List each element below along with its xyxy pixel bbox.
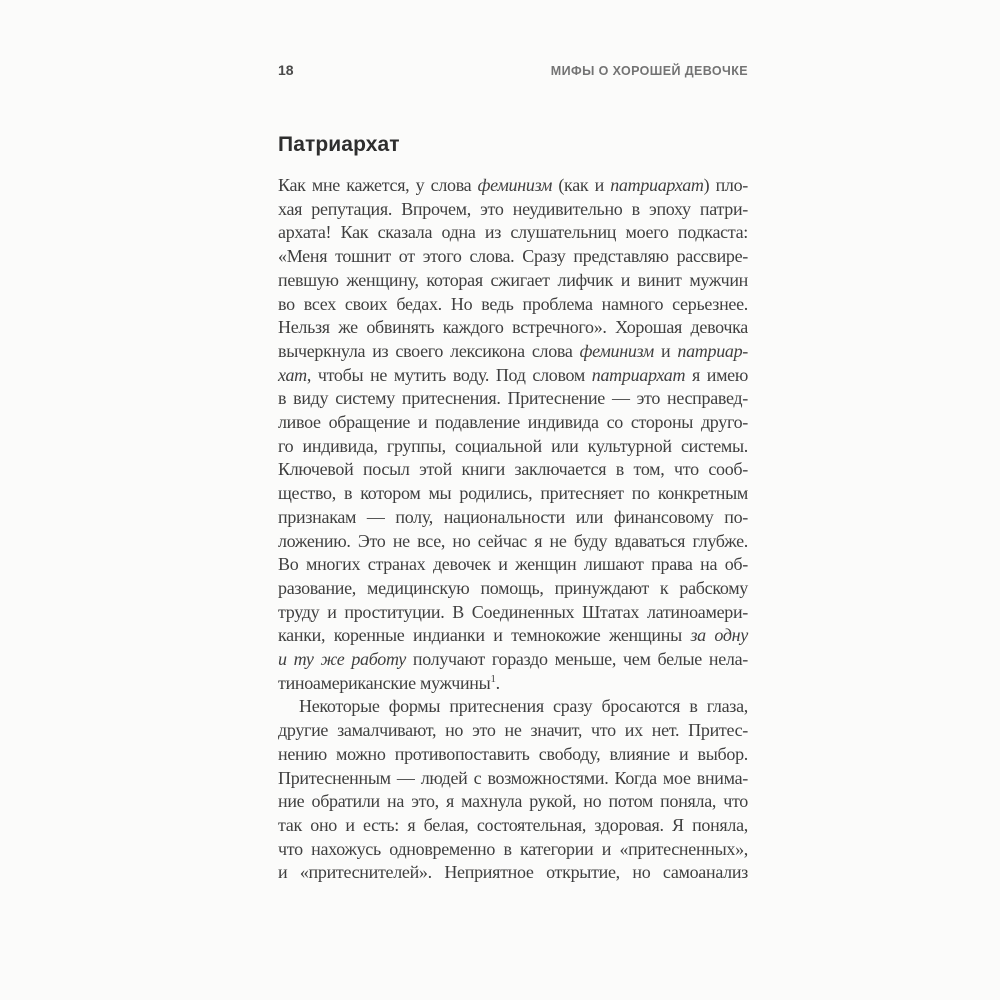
text-segment: вычеркнула из своего лексикона слова [278,340,580,361]
text-segment: Ключевой посыл этой книги заключается в том, что сооб- [278,459,748,480]
text-segment: и [654,340,678,361]
text-segment: Во многих странах девочек и женщин лишают права на об- [278,554,748,575]
text-line [278,174,748,198]
text-line [278,293,748,317]
text-line [278,458,748,482]
text-segment: патриархат [610,175,704,195]
text-line [278,648,748,672]
text-segment: Нельзя же обвинять каждого встречного». Хорошая девочка [278,317,748,338]
text-segment: «Меня тошнит от этого слова. Сразу представляю рассвире- [278,246,748,267]
text-line [278,316,748,340]
text-segment: тиноамериканские мужчины [278,672,491,693]
text-line [278,601,748,625]
text-segment: феминизм [477,175,553,195]
text-segment: ложению. Это не все, но сейчас я не буду вдаваться глубже. [278,530,748,551]
text-line [278,672,748,696]
text-segment: феминизм [579,340,654,361]
text-segment: Притесненным — людей с возможностями. Когда мое внима- [278,767,748,788]
text-segment: труду и проституции. В Соединенных Штатах латиноамери- [278,601,748,622]
text-segment: канки, коренные индианки и темнокожие женщины [278,625,691,646]
text-segment: за одну [690,625,748,646]
text-segment: , чтобы не мутить воду. Под словом [306,364,592,385]
text-segment: хая репутация. Впрочем, это неудивительно в эпоху патри- [278,198,748,219]
text-line [278,364,748,388]
running-head: МИФЫ О ХОРОШЕЙ ДЕВОЧКЕ [550,64,748,78]
text-line [278,719,748,743]
text-segment: хат [278,364,307,385]
text-line [278,198,748,222]
text-segment: (как и [552,175,611,195]
text-line [278,269,748,293]
chapter-title: Патриархат [278,133,400,156]
text-segment: и ту же работу [278,649,406,670]
text-line [278,838,748,862]
text-line [278,743,748,767]
text-line [278,506,748,530]
text-line [278,221,748,245]
text-segment: разование, медицинскую помощь, принуждают к рабскому [278,577,748,598]
text-segment: певшую женщину, которая сжигает лифчик и винит мужчин [278,269,748,290]
text-segment: Некоторые формы притеснения сразу бросаются в глаза, [299,696,748,717]
text-line [278,245,748,269]
text-line [278,767,748,791]
footnote-marker: 1 [490,672,496,685]
page-number: 18 [278,62,294,78]
text-line [278,387,748,411]
text-line [278,577,748,601]
text-segment: я имею [685,364,748,385]
text-segment: так оно и есть: я белая, состоятельная, здоровая. Я поняла, [278,814,748,835]
text-segment: ние обратили на это, я махнула рукой, но потом поняла, что [278,791,748,812]
text-segment: и «притеснителей». Неприятное открытие, но самоанализ [278,862,748,883]
text-segment: го индивида, группы, социальной или культурной системы. [278,435,748,456]
text-segment: . [495,672,500,693]
text-segment: получают гораздо меньше, чем белые нела- [405,649,748,670]
text-segment: патриар- [677,340,748,361]
text-segment: ) пло- [703,175,748,195]
text-line [278,530,748,554]
text-line [278,482,748,506]
text-line [278,553,748,577]
text-line [278,340,748,364]
text-line [278,814,748,838]
text-line [278,790,748,814]
text-line [278,624,748,648]
text-segment: архата! Как сказала одна из слушательниц моего подкаста: [278,222,748,243]
text-segment: Как мне кажется, у слова [278,175,478,195]
text-line [278,695,748,719]
text-segment: в виду систему притеснения. Притеснение — это несправед- [278,388,748,409]
text-segment: во всех своих бедах. Но ведь проблема намного серьезнее. [278,293,748,314]
text-segment: другие замалчивают, но это не значит, что их нет. Притес- [278,720,748,741]
text-segment: признакам — полу, национальности или финансовому по- [278,506,748,527]
text-line [278,861,748,885]
text-segment: что нахожусь одновременно в категории и «притесненных», [278,838,748,859]
text-segment: ливое обращение и подавление индивида со стороны друго- [278,412,748,433]
text-segment: щество, в котором мы родились, притесняет по конкретным [278,483,748,504]
page-header [278,62,748,78]
text-segment: нению можно противопоставить свободу, влияние и выбор. [278,743,748,764]
text-segment: патриархат [591,364,686,385]
text-line [278,411,748,435]
text-line [278,435,748,459]
page-body-text [278,174,748,885]
